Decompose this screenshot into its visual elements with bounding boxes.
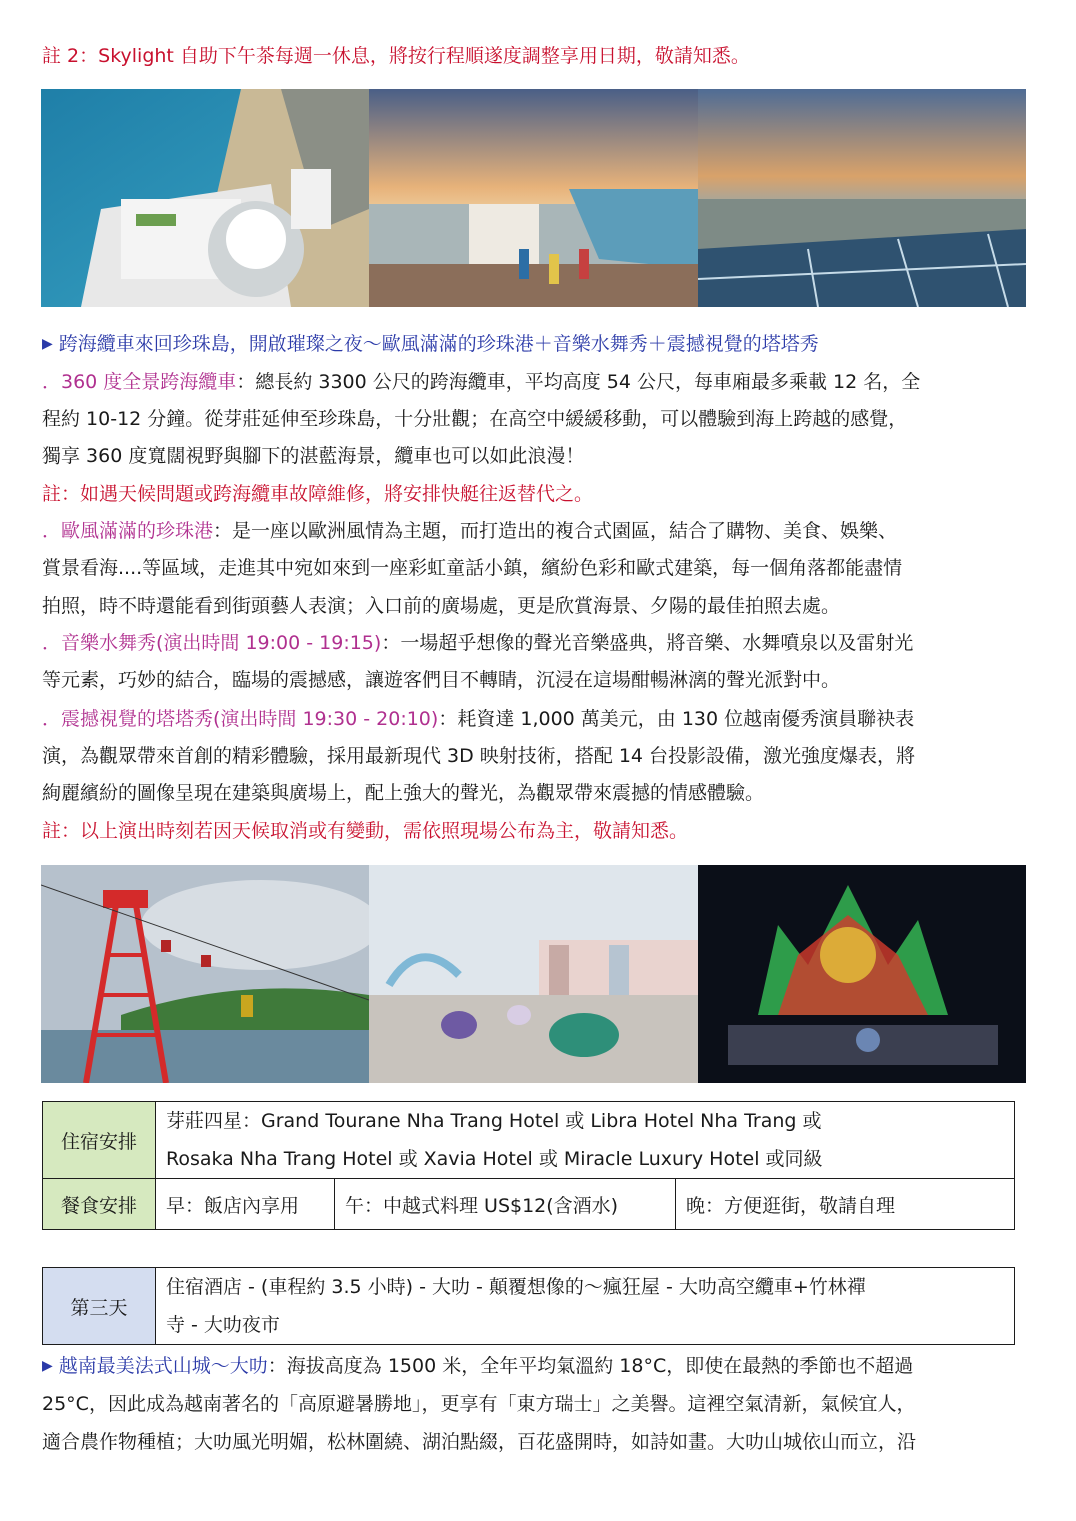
fountain-line-1: ．音樂水舞秀(演出時間 19:00 - 19:15)：一場超乎想像的聲光音樂盛典，將音樂、水舞噴泉以及雷射光	[42, 632, 914, 654]
note-weather: 註：如遇天候問題或跨海纜車故障維修，將安排快艇往返替代之。	[42, 483, 594, 505]
photo-tata-show	[698, 865, 1026, 1083]
triangle-bullet-icon: ▶	[42, 1358, 53, 1374]
day3-label: 第三天	[43, 1268, 156, 1345]
cable-line-1: ．360 度全景跨海纜車：總長約 3300 公尺的跨海纜車，平均高度 54 公尺，每車廂最多乘載 12 名，全	[42, 371, 921, 393]
day3-table	[42, 1267, 1015, 1345]
dalat-line-3: 適合農作物種植；大叻風光明媚，松林圍繞、湖泊點綴，百花盛開時，如詩如畫。大叻山城依山而立，沿	[42, 1431, 917, 1453]
accommodation-table	[42, 1101, 1015, 1230]
harbor-line-3: 拍照，時不時還能看到街頭藝人表演；入口前的廣場處，更是欣賞海景、夕陽的最佳拍照去處。	[42, 595, 841, 617]
photo-glass-deck	[698, 89, 1026, 307]
cable-line-3: 獨享 360 度寬闊視野與腳下的湛藍海景，纜車也可以如此浪漫！	[42, 445, 585, 467]
tata-line-1: ．震撼視覺的塔塔秀(演出時間 19:30 - 20:10)：耗資達 1,000 萬美元，由 130 位越南優秀演員聯袂表	[42, 708, 915, 730]
harbor-line-1: ．歐風滿滿的珍珠港：是一座以歐洲風情為主題，而打造出的複合式園區，結合了購物、美食、娛樂、	[42, 520, 898, 542]
dalat-line-2: 25°C，因此成為越南著名的「高原避暑勝地」，更享有「東方瑞士」之美譽。這裡空氣清新，氣候宜人，	[42, 1393, 916, 1415]
harbor-line-2: 賞景看海....等區域，走進其中宛如來到一座彩虹童話小鎮，繽紛色彩和歐式建築，每一個角落都能盡情	[42, 557, 903, 579]
meal-dinner: 晚：方便逛街，敬請自理	[676, 1179, 1015, 1230]
day3-itinerary: 住宿酒店 - (車程約 3.5 小時) - 大叻 - 顛覆想像的～瘋狂屋 - 大叻高空纜車+竹林禪 寺 - 大叻夜市	[156, 1268, 1015, 1345]
tata-line-3: 絢麗繽紛的圖像呈現在建築與廣場上，配上強大的聲光，為觀眾帶來震撼的情感體驗。	[42, 782, 765, 804]
meal-lunch: 午：中越式料理 US$12(含酒水)	[335, 1179, 676, 1230]
meal-breakfast: 早：飯店內享用	[156, 1179, 335, 1230]
section-heading: ▶ 跨海纜車來回珍珠島，開啟璀璨之夜～歐風滿滿的珍珠港＋音樂水舞秀＋震撼視覺的塔塔秀	[42, 333, 819, 355]
accommodation-hotels: 芽莊四星：Grand Tourane Nha Trang Hotel 或 Libra Hotel Nha Trang 或 Rosaka Nha Trang Hotel 或 Xavia Hotel 或 Miracle Luxury Hotel 或同級	[156, 1102, 1015, 1179]
fountain-line-2: 等元素，巧妙的結合，臨場的震撼感，讓遊客們目不轉睛，沉浸在這場酣暢淋漓的聲光派對中。	[42, 669, 841, 691]
accommodation-label: 住宿安排	[43, 1102, 156, 1179]
dalat-line-1: ▶ 越南最美法式山城～大叻：海拔高度為 1500 米，全年平均氣溫約 18°C，即使在最熱的季節也不超過	[42, 1355, 914, 1377]
triangle-bullet-icon: ▶	[42, 336, 53, 352]
photo-european-harbor	[369, 865, 698, 1083]
cable-line-2: 程約 10-12 分鐘。從芽莊延伸至珍珠島，十分壯觀；在高空中緩緩移動，可以體驗到海上跨越的感覺，	[42, 408, 908, 430]
note-show: 註：以上演出時刻若因天候取消或有變動，需依照現場公布為主，敬請知悉。	[42, 820, 689, 842]
photo-hotel-balcony	[369, 89, 698, 307]
meals-label: 餐食安排	[43, 1179, 156, 1230]
note-skylight: 註 2：Skylight 自助下午茶每週一休息，將按行程順遂度調整享用日期，敬請知悉。	[42, 45, 750, 67]
photo-skylight-aerial	[41, 89, 369, 307]
tata-line-2: 演，為觀眾帶來首創的精彩體驗，採用最新現代 3D 映射技術，搭配 14 台投影設備，激光強度爆表，將	[42, 745, 916, 767]
photo-cable-car	[41, 865, 369, 1083]
